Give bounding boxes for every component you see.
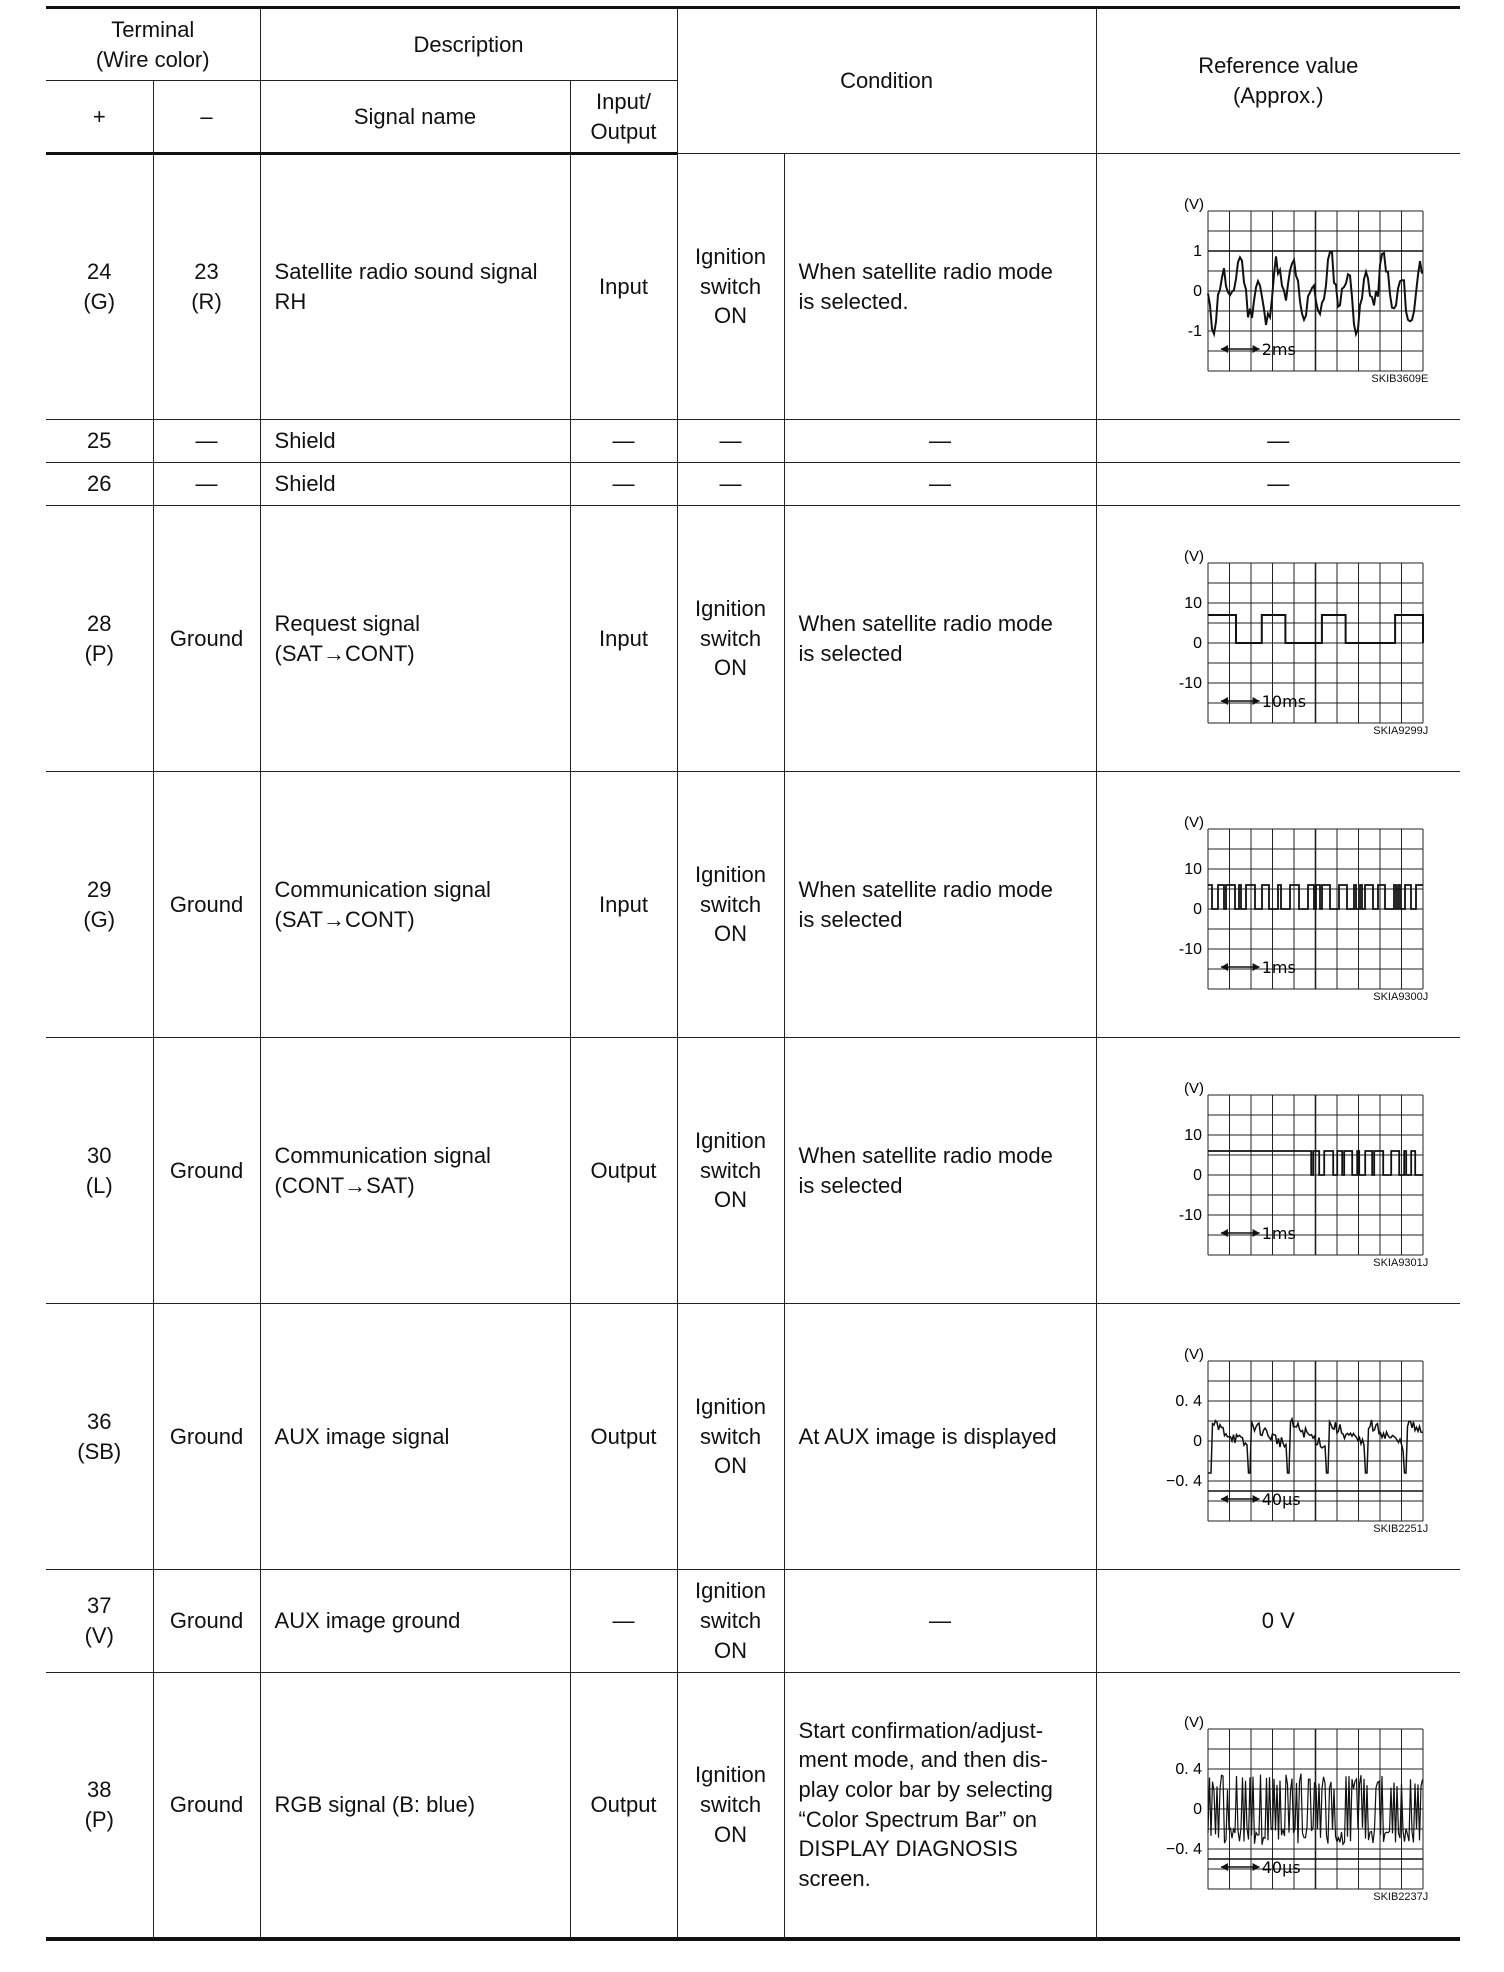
input-output: Input	[570, 772, 677, 1038]
terminal-plus: 29 (G)	[46, 772, 153, 1038]
signal-name-header: Signal name	[260, 81, 570, 154]
axis-tick: 0. 4	[1175, 1760, 1203, 1778]
input-output: —	[570, 1570, 677, 1673]
minus-header: –	[153, 81, 260, 154]
axis-tick: -10	[1179, 1206, 1203, 1224]
condition-header: Condition	[677, 8, 1096, 154]
waveform-svg	[1128, 1071, 1428, 1271]
waveform-svg	[1128, 1337, 1428, 1537]
signal-name: AUX image signal	[260, 1304, 570, 1570]
axis-tick: 1	[1193, 242, 1203, 260]
reference-waveform-cell	[1096, 1038, 1460, 1304]
axis-tick: 10	[1184, 860, 1203, 878]
axis-tick: -10	[1179, 674, 1203, 692]
ignition-condition: Ignition switch ON	[677, 1673, 784, 1939]
axis-tick: −0. 4	[1166, 1840, 1203, 1858]
ignition-condition: Ignition switch ON	[677, 1304, 784, 1570]
terminal-plus: 28 (P)	[46, 506, 153, 772]
waveform	[1128, 187, 1428, 387]
waveform-svg	[1128, 539, 1428, 739]
terminal-minus: Ground	[153, 1570, 260, 1673]
terminal-plus: 36 (SB)	[46, 1304, 153, 1570]
condition-text: When satellite radio mode is selected	[784, 772, 1096, 1038]
ignition-condition: Ignition switch ON	[677, 154, 784, 420]
table-row	[46, 1304, 1460, 1570]
time-scale: 1ms	[1262, 957, 1297, 977]
axis-unit: (V)	[1184, 1713, 1205, 1731]
signal-name: Communication signal (SAT→CONT)	[260, 772, 570, 1038]
terminal-plus: 30 (L)	[46, 1038, 153, 1304]
waveform-svg	[1128, 1705, 1428, 1905]
reference-header: Reference value (Approx.)	[1096, 8, 1460, 154]
table-row	[46, 1038, 1460, 1304]
reference-value: 0 V	[1096, 1570, 1460, 1673]
waveform	[1128, 805, 1428, 1005]
signal-name: Satellite radio sound signal RH	[260, 154, 570, 420]
terminal-plus: 38 (P)	[46, 1673, 153, 1939]
time-scale: 40μs	[1262, 1489, 1301, 1509]
table-row	[46, 420, 1460, 463]
waveform-code: SKIA9299J	[1373, 724, 1429, 737]
condition-text: —	[784, 1570, 1096, 1673]
condition-text: Start confirmation/adjust- ment mode, and then dis- play color bar by selecting “Color Spectrum Bar” on DISPLAY DIAGNOSIS screen.	[784, 1673, 1096, 1939]
axis-unit: (V)	[1184, 813, 1205, 831]
axis-unit: (V)	[1184, 1345, 1205, 1363]
terminal-minus: Ground	[153, 772, 260, 1038]
condition-text: At AUX image is displayed	[784, 1304, 1096, 1570]
ignition-condition: Ignition switch ON	[677, 772, 784, 1038]
input-output: Output	[570, 1304, 677, 1570]
terminal-minus: Ground	[153, 1304, 260, 1570]
waveform	[1128, 1071, 1428, 1271]
description-header: Description	[260, 8, 677, 81]
reference-value: —	[1096, 463, 1460, 506]
waveform	[1128, 1337, 1428, 1537]
axis-tick: -10	[1179, 940, 1203, 958]
terminal-plus: 24 (G)	[46, 154, 153, 420]
condition-text: When satellite radio mode is selected.	[784, 154, 1096, 420]
time-scale: 1ms	[1262, 1223, 1297, 1243]
terminal-header: Terminal (Wire color)	[46, 8, 260, 81]
table-row	[46, 772, 1460, 1038]
ignition-condition: —	[677, 420, 784, 463]
axis-tick: -1	[1188, 322, 1203, 340]
axis-unit: (V)	[1184, 1079, 1205, 1097]
input-output: Output	[570, 1038, 677, 1304]
signal-name: RGB signal (B: blue)	[260, 1673, 570, 1939]
axis-tick: 0	[1193, 1432, 1203, 1450]
ignition-condition: Ignition switch ON	[677, 506, 784, 772]
terminal-plus: 25	[46, 420, 153, 463]
waveform	[1128, 539, 1428, 739]
axis-tick: 0	[1193, 900, 1203, 918]
signal-name: Request signal (SAT→CONT)	[260, 506, 570, 772]
waveform-code: SKIA9301J	[1373, 1256, 1429, 1269]
signal-name: Shield	[260, 420, 570, 463]
waveform-code: SKIB2251J	[1373, 1522, 1429, 1535]
terminal-minus: Ground	[153, 506, 260, 772]
terminal-plus: 26	[46, 463, 153, 506]
input-output: Input	[570, 154, 677, 420]
time-scale: 40μs	[1262, 1857, 1301, 1877]
waveform-code: SKIB2237J	[1373, 1890, 1429, 1903]
table-row	[46, 506, 1460, 772]
reference-value: —	[1096, 420, 1460, 463]
ignition-condition: Ignition switch ON	[677, 1570, 784, 1673]
waveform-svg	[1128, 187, 1428, 387]
condition-text: When satellite radio mode is selected	[784, 1038, 1096, 1304]
axis-tick: 0	[1193, 1800, 1203, 1818]
axis-unit: (V)	[1184, 547, 1205, 565]
table-row	[46, 1673, 1460, 1939]
table-row	[46, 1570, 1460, 1673]
reference-waveform-cell	[1096, 1673, 1460, 1939]
condition-text: When satellite radio mode is selected	[784, 506, 1096, 772]
input-output: Output	[570, 1673, 677, 1939]
terminal-minus: Ground	[153, 1038, 260, 1304]
ignition-condition: —	[677, 463, 784, 506]
terminal-plus: 37 (V)	[46, 1570, 153, 1673]
input-output: —	[570, 420, 677, 463]
axis-unit: (V)	[1184, 195, 1205, 213]
reference-waveform-cell	[1096, 506, 1460, 772]
io-header: Input/ Output	[570, 81, 677, 154]
terminal-minus: —	[153, 420, 260, 463]
plus-header: +	[46, 81, 153, 154]
table-row	[46, 154, 1460, 420]
signal-name: Shield	[260, 463, 570, 506]
waveform	[1128, 1705, 1428, 1905]
terminal-minus: Ground	[153, 1673, 260, 1939]
waveform-code: SKIB3609E	[1371, 372, 1429, 385]
waveform-svg	[1128, 805, 1428, 1005]
reference-waveform-cell	[1096, 772, 1460, 1038]
table-row	[46, 463, 1460, 506]
time-scale: 2ms	[1262, 339, 1297, 359]
time-scale: 10ms	[1262, 691, 1307, 711]
input-output: Input	[570, 506, 677, 772]
axis-tick: 0. 4	[1175, 1392, 1203, 1410]
signal-name: Communication signal (CONT→SAT)	[260, 1038, 570, 1304]
input-output: —	[570, 463, 677, 506]
axis-tick: 0	[1193, 282, 1203, 300]
condition-text: —	[784, 463, 1096, 506]
ignition-condition: Ignition switch ON	[677, 1038, 784, 1304]
waveform-code: SKIA9300J	[1373, 990, 1429, 1003]
reference-waveform-cell	[1096, 154, 1460, 420]
axis-tick: 10	[1184, 1126, 1203, 1144]
axis-tick: −0. 4	[1166, 1472, 1203, 1490]
axis-tick: 0	[1193, 1166, 1203, 1184]
terminal-table	[46, 6, 1460, 1941]
axis-tick: 10	[1184, 594, 1203, 612]
signal-name: AUX image ground	[260, 1570, 570, 1673]
condition-text: —	[784, 420, 1096, 463]
axis-tick: 0	[1193, 634, 1203, 652]
terminal-minus: —	[153, 463, 260, 506]
reference-waveform-cell	[1096, 1304, 1460, 1570]
terminal-minus: 23 (R)	[153, 154, 260, 420]
